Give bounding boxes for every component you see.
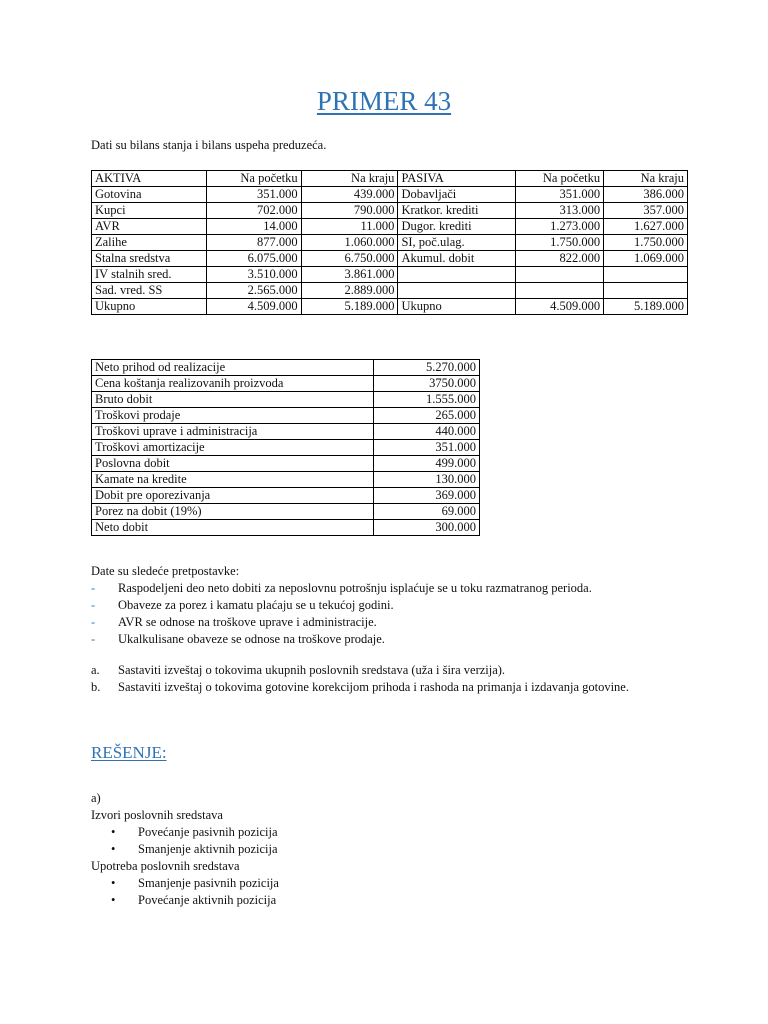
table-row: [92, 376, 480, 392]
bullet-icon: •: [111, 825, 116, 839]
table-header-cell: Na početku: [516, 171, 604, 187]
table-row: [92, 283, 688, 299]
table-cell: Dobavljači: [398, 187, 516, 203]
table-cell: Stalna sredstva: [92, 251, 207, 267]
assumptions-heading: Date su sledeće pretpostavke:: [91, 564, 240, 578]
table-cell: Zalihe: [92, 235, 207, 251]
table-row: [92, 187, 688, 203]
task-a: a. Sastaviti izveštaj o tokovima ukupnih poslovnih sredstava (uža i šira verzija).: [91, 663, 506, 677]
intro-text: Dati su bilans stanja i bilans uspeha preduzeća.: [91, 138, 327, 152]
bullet-icon: •: [111, 893, 116, 907]
list-item: • Povećanje pasivnih pozicija: [111, 825, 278, 839]
table-cell: 4.509.000: [206, 299, 301, 315]
table-cell: 2.889.000: [301, 283, 398, 299]
table-row: [92, 392, 480, 408]
table-cell: SI, poč.ulag.: [398, 235, 516, 251]
balance-sheet-table: [91, 170, 688, 315]
table-cell: Troškovi amortizacije: [92, 440, 374, 456]
sources-heading: Izvori poslovnih sredstava: [91, 808, 223, 822]
table-cell: 439.000: [301, 187, 398, 203]
bullet-icon: •: [111, 876, 116, 890]
table-cell: 386.000: [604, 187, 688, 203]
table-cell: 790.000: [301, 203, 398, 219]
table-cell: Kamate na kredite: [92, 472, 374, 488]
table-cell: 1.750.000: [604, 235, 688, 251]
tasks: [91, 662, 688, 696]
table-header-row: [92, 171, 688, 187]
income-statement-table: [91, 359, 480, 536]
table-cell: Ukupno: [92, 299, 207, 315]
table-cell: Neto dobit: [92, 520, 374, 536]
uses-heading: Upotreba poslovnih sredstava: [91, 859, 240, 873]
table-cell: Ukupno: [398, 299, 516, 315]
list-item: • Smanjenje pasivnih pozicija: [111, 876, 279, 890]
table-cell: 130.000: [374, 472, 480, 488]
dash-bullet: -: [91, 632, 96, 646]
page-title: PRIMER 43: [316, 86, 452, 116]
table-cell: [604, 283, 688, 299]
list-item: - AVR se odnose na troškove uprave i administracije.: [91, 615, 377, 629]
list-item: - Ukalkulisane obaveze se odnose na troškove prodaje.: [91, 632, 385, 646]
table-cell: 313.000: [516, 203, 604, 219]
list-item: - Obaveze za porez i kamatu plaćaju se u tekućoj godini.: [91, 598, 394, 612]
table-cell: 351.000: [374, 440, 480, 456]
table-cell: 6.075.000: [206, 251, 301, 267]
table-cell: [604, 267, 688, 283]
table-cell: 822.000: [516, 251, 604, 267]
table-row: [92, 488, 480, 504]
table-cell: 369.000: [374, 488, 480, 504]
dash-bullet: -: [91, 581, 96, 595]
table-row: [92, 408, 480, 424]
table-row: [92, 267, 688, 283]
table-row: [92, 203, 688, 219]
table-cell: 11.000: [301, 219, 398, 235]
table-header-cell: Na početku: [206, 171, 301, 187]
table-cell: Dugor. krediti: [398, 219, 516, 235]
table-cell: 1.060.000: [301, 235, 398, 251]
table-cell: Dobit pre oporezivanja: [92, 488, 374, 504]
table-cell: 5.189.000: [301, 299, 398, 315]
solution: [91, 790, 688, 909]
solution-part-label: a): [91, 791, 101, 805]
table-row: [92, 504, 480, 520]
solution-title: REŠENJE:: [91, 743, 167, 762]
table-row: [92, 360, 480, 376]
table-cell: 351.000: [516, 187, 604, 203]
table-header-cell: AKTIVA: [92, 171, 207, 187]
table-header-cell: PASIVA: [398, 171, 516, 187]
table-cell: 265.000: [374, 408, 480, 424]
table-cell: AVR: [92, 219, 207, 235]
table-cell: 357.000: [604, 203, 688, 219]
list-item: • Smanjenje aktivnih pozicija: [111, 842, 278, 856]
sources-list: [91, 824, 688, 858]
table-cell: 3.510.000: [206, 267, 301, 283]
table-cell: 6.750.000: [301, 251, 398, 267]
table-cell: 351.000: [206, 187, 301, 203]
table-cell: 14.000: [206, 219, 301, 235]
table-cell: 499.000: [374, 456, 480, 472]
task-b: b. Sastaviti izveštaj o tokovima gotovine korekcijom prihoda i rashoda na primanja i izdavanja gotovine.: [91, 680, 629, 694]
table-row: [92, 235, 688, 251]
list-item: • Povećanje aktivnih pozicija: [111, 893, 277, 907]
table-cell: Porez na dobit (19%): [92, 504, 374, 520]
uses-list: [91, 875, 688, 909]
assumptions: [91, 563, 691, 648]
table-cell: Kupci: [92, 203, 207, 219]
table-cell: 5.189.000: [604, 299, 688, 315]
table-row: [92, 219, 688, 235]
table-cell: [398, 283, 516, 299]
table-cell: IV stalnih sred.: [92, 267, 207, 283]
dash-bullet: -: [91, 598, 96, 612]
table-cell: Troškovi uprave i administracija: [92, 424, 374, 440]
table-cell: 69.000: [374, 504, 480, 520]
table-header-cell: Na kraju: [301, 171, 398, 187]
table-cell: 702.000: [206, 203, 301, 219]
assumptions-list: [91, 580, 691, 648]
table-cell: [516, 283, 604, 299]
bullet-icon: •: [111, 842, 116, 856]
income-statement-body: [92, 360, 480, 536]
table-cell: Neto prihod od realizacije: [92, 360, 374, 376]
table-cell: Akumul. dobit: [398, 251, 516, 267]
table-row: [92, 472, 480, 488]
table-cell: 2.565.000: [206, 283, 301, 299]
table-cell: [398, 267, 516, 283]
table-cell: 1.750.000: [516, 235, 604, 251]
table-header-cell: Na kraju: [604, 171, 688, 187]
table-row: [92, 251, 688, 267]
table-cell: 3750.000: [374, 376, 480, 392]
table-cell: 300.000: [374, 520, 480, 536]
table-cell: 3.861.000: [301, 267, 398, 283]
table-cell: 1.627.000: [604, 219, 688, 235]
table-cell: 440.000: [374, 424, 480, 440]
table-cell: Gotovina: [92, 187, 207, 203]
table-cell: Poslovna dobit: [92, 456, 374, 472]
table-row: [92, 456, 480, 472]
table-cell: 877.000: [206, 235, 301, 251]
list-item: - Raspodeljeni deo neto dobiti za neposlovnu potrošnju isplaćuje se u toku razmatranog perioda.: [91, 581, 592, 595]
table-row: [92, 424, 480, 440]
table-cell: Kratkor. krediti: [398, 203, 516, 219]
table-cell: 1.273.000: [516, 219, 604, 235]
table-cell: 4.509.000: [516, 299, 604, 315]
table-row: [92, 299, 688, 315]
table-row: [92, 520, 480, 536]
table-cell: 1.555.000: [374, 392, 480, 408]
table-cell: [516, 267, 604, 283]
table-row: [92, 440, 480, 456]
table-cell: Cena koštanja realizovanih proizvoda: [92, 376, 374, 392]
dash-bullet: -: [91, 615, 96, 629]
balance-sheet-body: [92, 171, 688, 315]
table-cell: Bruto dobit: [92, 392, 374, 408]
table-cell: Troškovi prodaje: [92, 408, 374, 424]
table-cell: 1.069.000: [604, 251, 688, 267]
table-cell: 5.270.000: [374, 360, 480, 376]
table-cell: Sad. vred. SS: [92, 283, 207, 299]
